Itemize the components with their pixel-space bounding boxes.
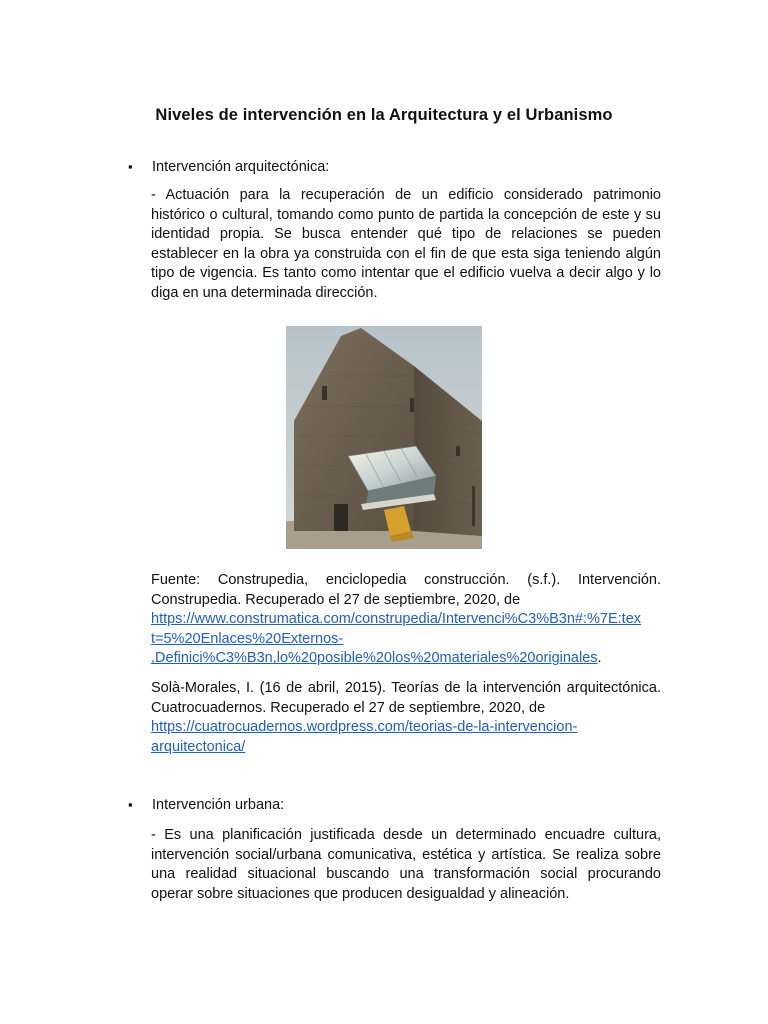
section-heading-architectural: Intervención arquitectónica: xyxy=(152,159,330,175)
building-photo xyxy=(286,326,482,549)
reference-text: Solà-Morales, I. (16 de abril, 2015). Teorías de la intervención arquitectónica. Cuatrocuadernos. Recuperado el 27 de septiembre, 2020, de xyxy=(151,680,661,716)
reference-link-cuatrocuadernos-line2[interactable]: arquitectonica/ xyxy=(151,738,246,755)
bullet-marker: ▪ xyxy=(128,797,133,812)
bullet-marker: ▪ xyxy=(128,159,133,174)
reference-suffix: . xyxy=(597,650,602,667)
reference-link-cuatrocuadernos-line1[interactable]: https://cuatrocuadernos.wordpress.com/teorias-de-la-intervencion- xyxy=(151,719,578,736)
building-photo-drawing xyxy=(286,326,482,549)
reference-link-construpedia-line3[interactable]: ,Definici%C3%B3n,lo%20posible%20los%20materiales%20originales xyxy=(151,650,598,667)
reference-sola-morales xyxy=(151,679,661,757)
reference-text: Fuente: Construpedia, enciclopedia construcción. (s.f.). Intervención. Construpedia. Recuperado el 27 de septiembre, 2020, de xyxy=(151,572,661,608)
document-title: Niveles de intervención en la Arquitectura y el Urbanismo xyxy=(155,106,613,124)
reference-link-construpedia-line2[interactable]: t=5%20Enlaces%20Externos- xyxy=(151,630,344,647)
section-body-architectural: - Actuación para la recuperación de un edificio considerado patrimonio histórico o cultural, tomando como punto de partida la concepción de este y su identidad propia. Se busca entender qué tipo de relaciones se pueden establecer en la obra ya construida con el fin de que esta siga teniendo algún tipo de vigencia. Es tanto como intentar que el edificio vuelva a decir algo y lo diga en una determinada dirección. xyxy=(151,187,661,301)
reference-link-construpedia-line1[interactable]: https://www.construmatica.com/construpedia/Intervenci%C3%B3n#:%7E:tex xyxy=(151,611,642,628)
reference-construpedia xyxy=(151,571,661,669)
section-body-urban: - Es una planificación justificada desde un determinado encuadre cultura, intervención social/urbana comunicativa, estética y artística. Se realiza sobre una realidad situacional buscando una transformación social procurando operar sobre situaciones que producen desigualdad y alineación. xyxy=(151,827,661,902)
section-heading-urban: Intervención urbana: xyxy=(152,797,285,813)
